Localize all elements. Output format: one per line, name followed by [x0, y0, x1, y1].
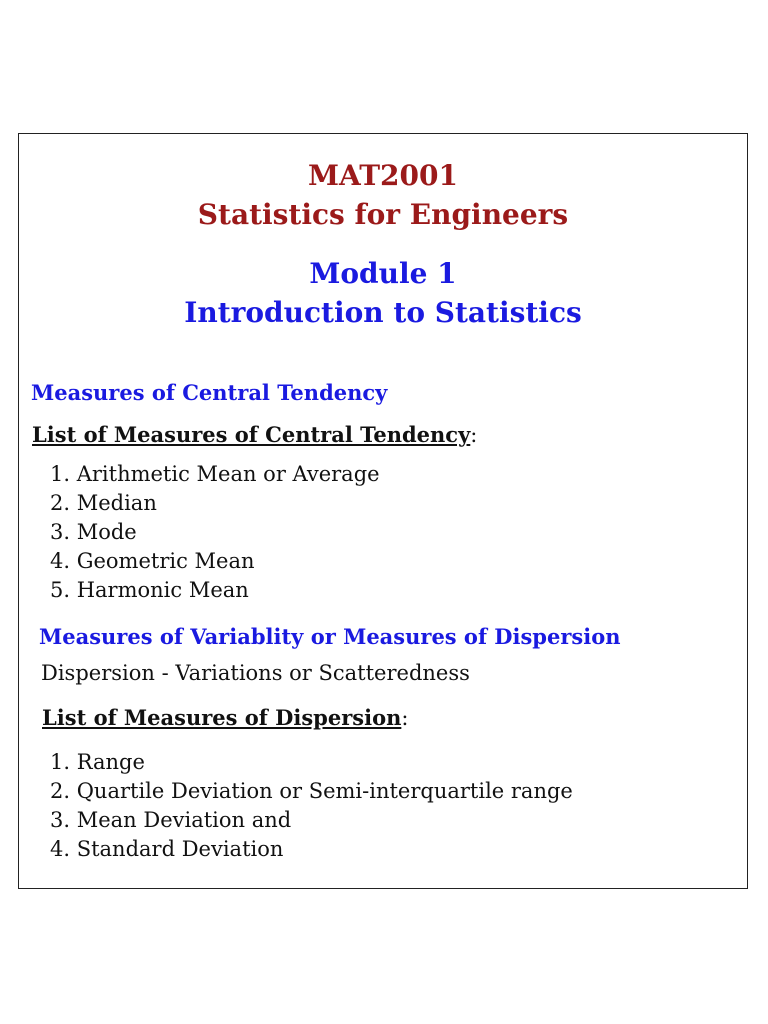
- list-item: 3. Mode: [50, 520, 137, 544]
- dispersion-list-heading-colon: :: [401, 706, 409, 730]
- dispersion-list-heading: [42, 705, 408, 730]
- module-title: Introduction to Statistics: [184, 296, 582, 329]
- list-item: 5. Harmonic Mean: [50, 578, 249, 602]
- course-title-block: [19, 156, 747, 234]
- course-code: MAT2001: [308, 159, 458, 192]
- list-item: 4. Geometric Mean: [50, 549, 255, 573]
- dispersion-list-heading-text: List of Measures of Dispersion: [42, 705, 402, 730]
- central-tendency-list-heading: [32, 422, 477, 447]
- central-tendency-list: [50, 460, 380, 605]
- list-item: 4. Standard Deviation: [50, 837, 284, 861]
- dispersion-list: [50, 748, 573, 864]
- list-item: 1. Range: [50, 750, 145, 774]
- module-title-block: [19, 254, 747, 332]
- dispersion-heading: Measures of Variablity or Measures of Dispersion: [39, 624, 621, 649]
- list-item: 1. Arithmetic Mean or Average: [50, 462, 380, 486]
- central-tendency-heading: Measures of Central Tendency: [31, 380, 388, 405]
- dispersion-definition: Dispersion - Variations or Scatteredness: [41, 661, 470, 685]
- list-item: 2. Median: [50, 491, 157, 515]
- module-number: Module 1: [309, 257, 457, 290]
- slide-page: [18, 133, 748, 889]
- list-item: 2. Quartile Deviation or Semi-interquartile range: [50, 779, 573, 803]
- central-tendency-list-heading-text: List of Measures of Central Tendency: [32, 422, 471, 447]
- course-name: Statistics for Engineers: [197, 198, 569, 231]
- central-tendency-list-heading-colon: :: [470, 423, 478, 447]
- list-item: 3. Mean Deviation and: [50, 808, 292, 832]
